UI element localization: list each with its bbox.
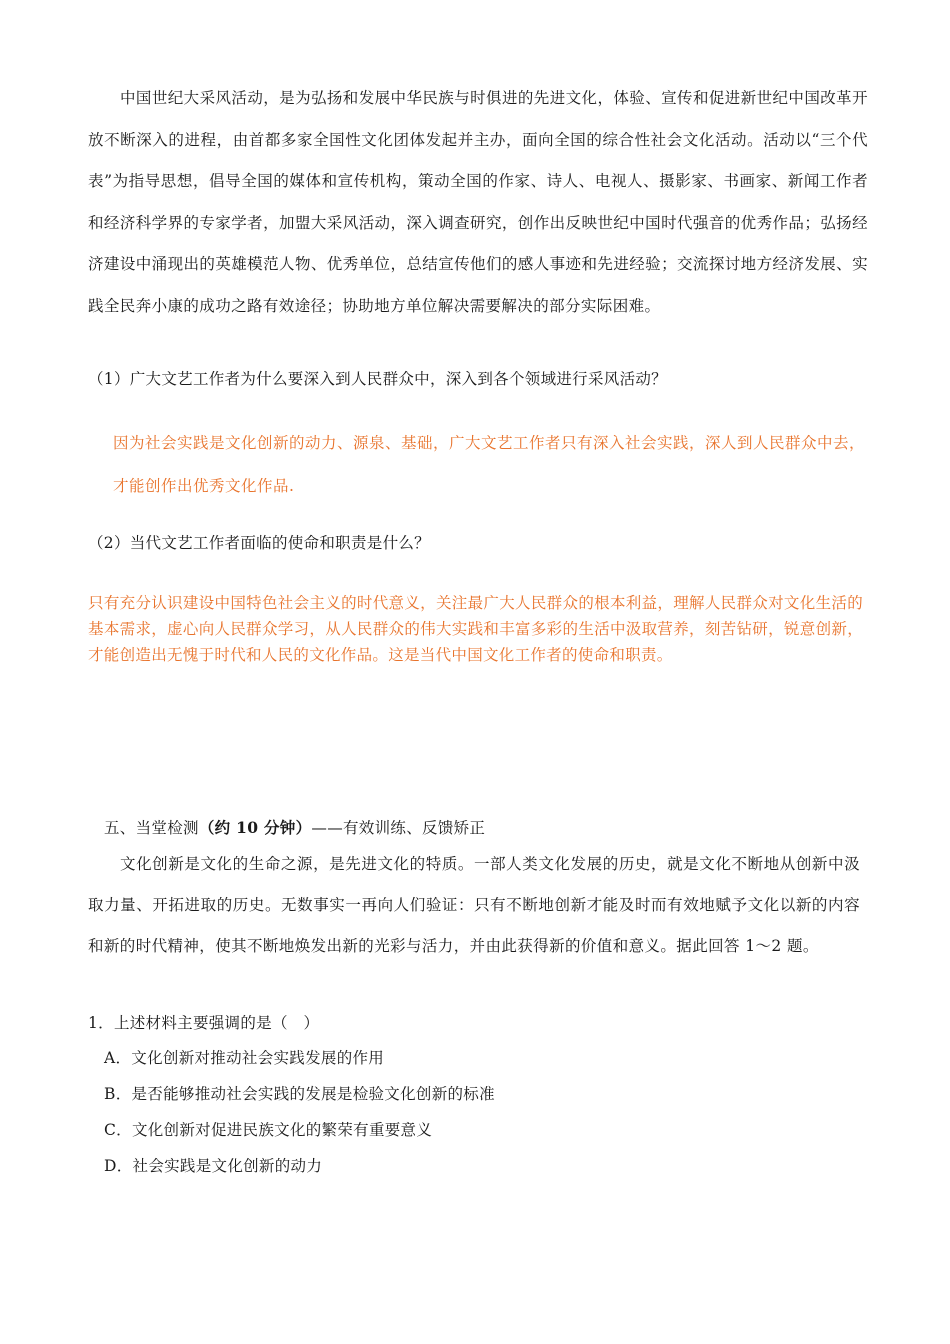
- mcq-1-option-b: B．是否能够推动社会实践的发展是检验文化创新的标准: [104, 1085, 495, 1103]
- section-5-suffix: ——有效训练、反馈矫正: [311, 819, 486, 837]
- answer-1: 因为社会实践是文化创新的动力、源泉、基础，广大文艺工作者只有深入社会实践，深人到人民群众中去，才能创作出优秀文化作品.: [113, 434, 866, 495]
- mcq-1-stem: 1．上述材料主要强调的是（ ）: [88, 1014, 320, 1032]
- mcq-1-option-c: C．文化创新对促进民族文化的繁荣有重要意义: [104, 1121, 433, 1139]
- question-2: （2）当代文艺工作者面临的使命和职责是什么？: [88, 534, 430, 552]
- answer-2: 只有充分认识建设中国特色社会主义的时代意义，关注最广大人民群众的根本利益，理解人民群众对文化生活的基本需求，虚心向人民群众学习，从人民群众的伟大实践和丰富多彩的生活中汲取营养，刻苦钻研，锐意创新，才能创造出无愧于时代和人民的文化作品。这是当代中国文化工作者的使命和职责。: [88, 594, 863, 664]
- question-1: （1）广大文艺工作者为什么要深入到人民群众中，深入到各个领域进行采风活动？: [88, 370, 667, 388]
- mcq-1-option-a: A．文化创新对推动社会实践发展的作用: [104, 1049, 385, 1067]
- material-intro-paragraph: 中国世纪大采风活动，是为弘扬和发展中华民族与时俱进的先进文化，体验、宣传和促进新世纪中国改革开放不断深入的进程，由首都多家全国性文化团体发起并主办，面向全国的综合性社会文化活动。活动以“三个代表”为指导思想，倡导全国的媒体和宣传机构，策动全国的作家、诗人、电视人、摄影家、书画家、新闻工作者和经济科学界的专家学者，加盟大采风活动，深入调查研究，创作出反映世纪中国时代强音的优秀作品；弘扬经济建设中涌现出的英雄模范人物、优秀单位，总结宣传他们的感人事迹和先进经验；交流探讨地方经济发展、实践全民奔小康的成功之路有效途径；协助地方单位解决需要解决的部分实际困难。: [88, 89, 868, 315]
- section-5-heading: [104, 816, 485, 840]
- mcq-1-option-d: D．社会实践是文化创新的动力: [104, 1157, 323, 1175]
- section-5-time: （约 10 分钟）: [198, 818, 312, 837]
- material-2-paragraph: 文化创新是文化的生命之源，是先进文化的特质。一部人类文化发展的历史，就是文化不断地从创新中汲取力量、开拓进取的历史。无数事实一再向人们验证：只有不断地创新才能及时而有效地赋予文化以新的内容和新的时代精神，使其不断地焕发出新的光彩与活力，并由此获得新的价值和意义。据此回答 1～2 题。: [88, 855, 860, 955]
- section-5-prefix: 五、当堂检测: [104, 819, 199, 837]
